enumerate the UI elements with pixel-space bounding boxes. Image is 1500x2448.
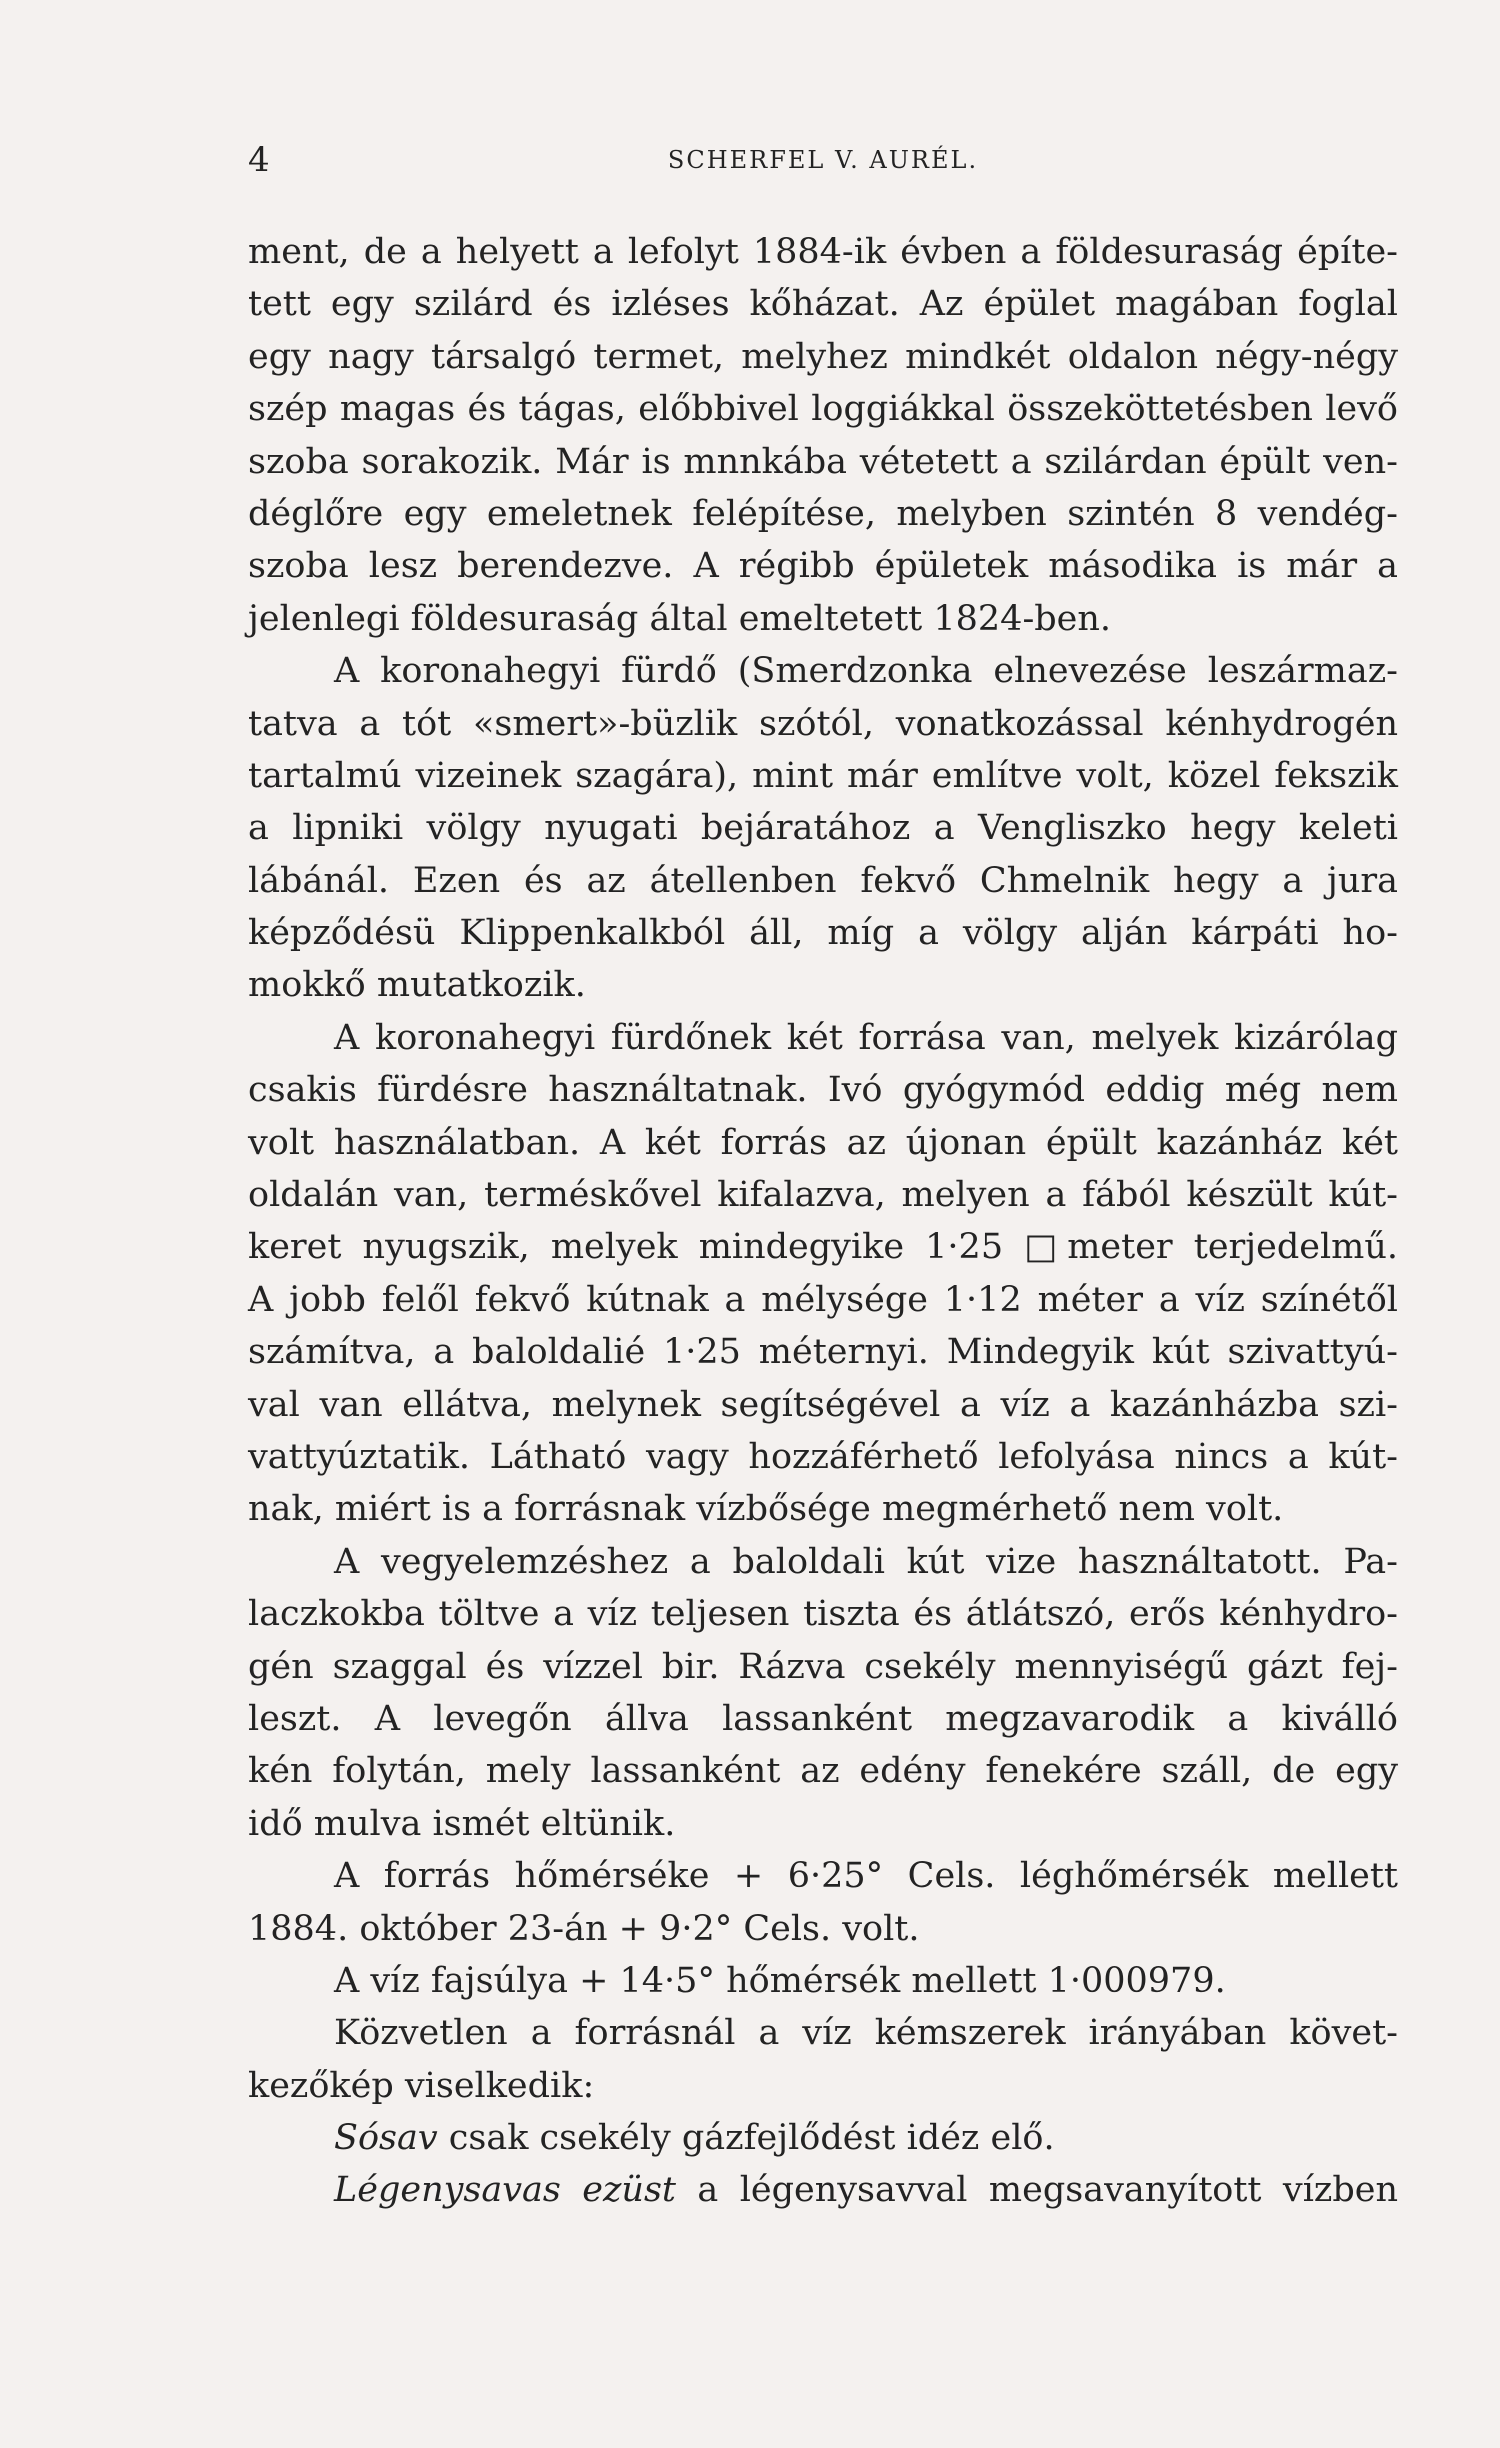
line-text: A vegyelemzéshez a baloldali kút vize használtatott. Pa-: [334, 1541, 1398, 1582]
text-line: [248, 383, 1398, 435]
text-line: [248, 1431, 1398, 1483]
text-line: [248, 1012, 1398, 1064]
line-text: tett egy szilárd és izléses kőházat. Az épület magában foglal: [248, 284, 1398, 325]
line-text: A jobb felől fekvő kútnak a mélysége 1·12 méter a víz színétől: [248, 1279, 1398, 1320]
text-line: [248, 855, 1398, 907]
text-line: [248, 2060, 1398, 2112]
line-text: gén szaggal és vízzel bir. Rázva csekély mennyiségű gázt fej-: [248, 1646, 1398, 1687]
text-line: [248, 1274, 1398, 1326]
text-line: [248, 1483, 1398, 1535]
text-line: [248, 1064, 1398, 1116]
text-line: [248, 959, 1398, 1011]
line-text: ment, de a helyett a lefolyt 1884-ik évben a földesuraság építe-: [248, 232, 1398, 272]
text-line: [248, 1221, 1398, 1273]
line-text: mokkő mutatkozik.: [248, 965, 586, 1006]
line-text: val van ellátva, melynek segítségével a víz a kazánházba szi-: [248, 1384, 1398, 1425]
text-line: [248, 540, 1398, 592]
text-line: [248, 1693, 1398, 1745]
text-line: [248, 278, 1398, 330]
line-text: idő mulva ismét eltünik.: [248, 1803, 676, 1844]
line-text: A forrás hőmérséke + 6·25° Cels. léghőmérsék mellett: [334, 1856, 1398, 1897]
text-line: [248, 1326, 1398, 1378]
italic-term: Sósav: [334, 2118, 438, 2159]
text-line: [248, 331, 1398, 383]
text-line: [248, 1798, 1398, 1850]
text-line: [248, 1903, 1398, 1955]
line-text: szoba lesz berendezve. A régibb épületek másodika is már a: [248, 546, 1398, 587]
text-line: [248, 1745, 1398, 1797]
line-text: csakis fürdésre használtatnak. Ivó gyógymód eddig még nem: [248, 1070, 1398, 1111]
line-text: A víz fajsúlya + 14·5° hőmérsék mellett 1·000979.: [334, 1960, 1226, 2001]
line-text: A koronahegyi fürdőnek két forrása van, melyek kizárólag: [334, 1017, 1398, 1058]
line-text: egy nagy társalgó termet, melyhez mindkét oldalon négy-négy: [248, 336, 1398, 377]
line-text: csak csekély gázfejlődést idéz elő.: [448, 2118, 1055, 2159]
line-text: szoba sorakozik. Már is mnnkába vétetett a szilárdan épült ven-: [248, 441, 1398, 482]
running-title: SCHERFEL V. AURÉL.: [667, 146, 979, 174]
page-number: 4: [248, 140, 270, 180]
line-text: szép magas és tágas, előbbivel loggiákkal összeköttetésben levő: [248, 389, 1398, 430]
line-text: jelenlegi földesuraság által emeltetett 1824-ben.: [248, 598, 1112, 639]
text-line: [248, 750, 1398, 802]
text-line: [248, 2007, 1398, 2059]
line-text: kezőkép viselkedik:: [248, 2065, 595, 2106]
line-text: képződésü Klippenkalkból áll, míg a völgy alján kárpáti ho-: [248, 913, 1398, 954]
line-text: A koronahegyi fürdő (Smerdzonka elnevezése leszármaz-: [334, 651, 1398, 692]
text-line: [248, 226, 1398, 278]
line-text: számítva, a baloldalié 1·25 méternyi. Mindegyik kút szivattyú-: [248, 1332, 1398, 1373]
text-line: [248, 2112, 1398, 2164]
line-text: oldalán van, terméskővel kifalazva, melyen a fából készült kút-: [248, 1175, 1398, 1216]
text-line: [248, 593, 1398, 645]
text-line: [248, 645, 1398, 697]
text-line: [248, 907, 1398, 959]
text-line: [248, 1536, 1398, 1588]
line-text: volt használatban. A két forrás az újonan épült kazánház két: [248, 1122, 1398, 1163]
line-text: nak, miért is a forrásnak vízbősége megmérhető nem volt.: [248, 1489, 1284, 1530]
text-line: [248, 1169, 1398, 1221]
text-line: [248, 1850, 1398, 1902]
line-text: lábánál. Ezen és az átellenben fekvő Chmelnik hegy a jura: [248, 860, 1398, 901]
text-line: [248, 488, 1398, 540]
line-text: vattyúztatik. Látható vagy hozzáférhető lefolyása nincs a kút-: [248, 1436, 1398, 1477]
line-text: keret nyugszik, melyek mindegyike 1·25 □meter terjedelmű.: [248, 1227, 1398, 1268]
line-text: Közvetlen a forrásnál a víz kémszerek irányában követ-: [334, 2013, 1398, 2054]
page-header: [248, 140, 1398, 180]
line-text: kén folytán, mely lassanként az edény fenekére száll, de egy: [248, 1751, 1398, 1792]
line-text: tatva a tót «smert»-büzlik szótól, vonatkozással kénhydrogén: [248, 703, 1398, 744]
line-text: tartalmú vizeinek szagára), mint már említve volt, közel fekszik: [248, 755, 1398, 796]
text-line: [248, 1588, 1398, 1640]
line-text: a lipniki völgy nyugati bejáratához a Vengliszko hegy keleti: [248, 808, 1398, 849]
line-text: 1884. október 23-án + 9·2° Cels. volt.: [248, 1908, 920, 1949]
line-text: déglőre egy emeletnek felépítése, melyben szintén 8 vendég-: [248, 493, 1398, 534]
text-line: [248, 1379, 1398, 1431]
text-line: [248, 2164, 1398, 2216]
text-line: [248, 698, 1398, 750]
text-line: [248, 1117, 1398, 1169]
text-line: [248, 1955, 1398, 2007]
italic-term: Légenysavas ezüst: [334, 2170, 676, 2211]
line-text: leszt. A levegőn állva lassanként megzavarodik a kiválló: [248, 1698, 1398, 1739]
text-line: [248, 1641, 1398, 1693]
text-line: [248, 436, 1398, 488]
text-line: [248, 802, 1398, 854]
body-text: [248, 226, 1398, 2217]
line-text: a légenysavval megsavanyított vízben: [697, 2170, 1398, 2211]
line-text: laczkokba töltve a víz teljesen tiszta és átlátszó, erős kénhydro-: [248, 1594, 1398, 1635]
